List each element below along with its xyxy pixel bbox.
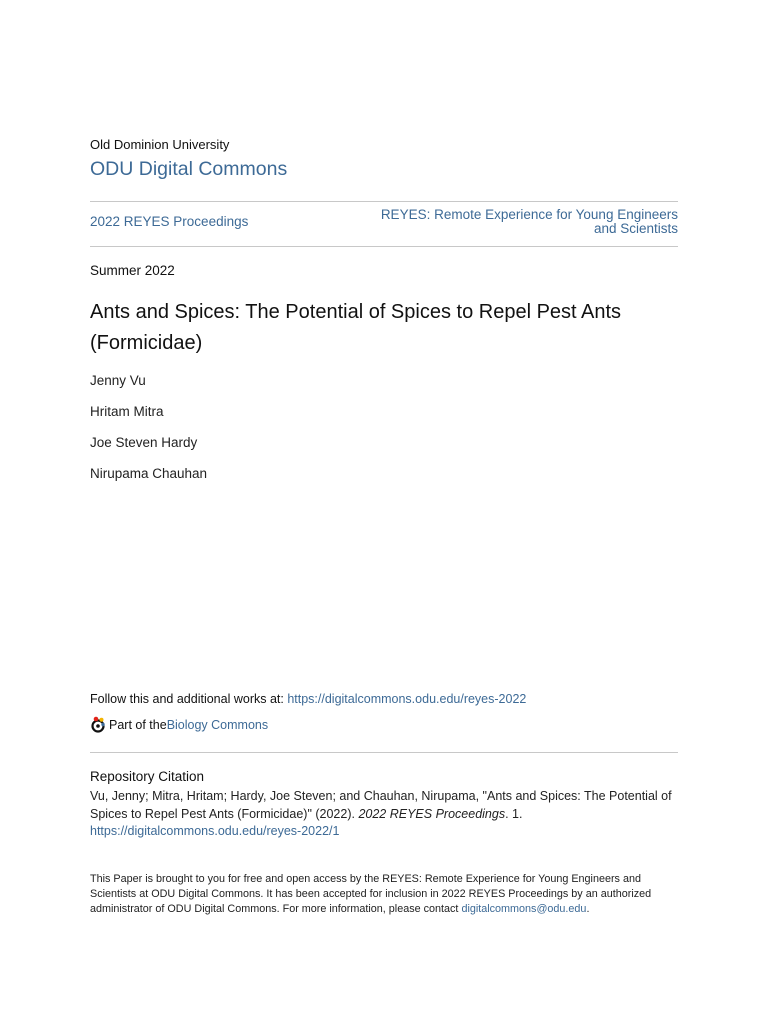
- top-divider: [90, 201, 678, 202]
- part-of-line: [90, 716, 268, 734]
- citation-url-link[interactable]: https://digitalcommons.odu.edu/reyes-2022/1: [90, 824, 340, 838]
- network-commons-icon: [90, 716, 106, 734]
- notice-end: .: [586, 903, 590, 915]
- author-name: Joe Steven Hardy: [90, 435, 198, 450]
- author-name: Hritam Mitra: [90, 404, 164, 419]
- series-divider: [90, 246, 678, 247]
- citation-suffix: . 1.: [505, 806, 523, 821]
- citation-heading: Repository Citation: [90, 769, 205, 784]
- access-notice: [90, 872, 678, 917]
- notice-text: This Paper is brought to you for free and open access by the REYES: Remote Experience for Young Engineers and Scientists at ODU Digital Commons. It has been accepted for inclusion in 2022 REYES Proceedings by an authorized administrator of ODU Digital Commons. For more information, please contact: [90, 873, 652, 915]
- contact-email-link[interactable]: digitalcommons@odu.edu: [461, 903, 587, 915]
- follow-url-link[interactable]: https://digitalcommons.odu.edu/reyes-2022: [287, 692, 527, 706]
- series-link-reyes[interactable]: REYES: Remote Experience for Young Engineers and Scientists: [380, 207, 678, 236]
- paper-title: Ants and Spices: The Potential of Spices to Repel Pest Ants (Formicidae): [90, 301, 622, 354]
- biology-commons-link[interactable]: Biology Commons: [166, 718, 269, 732]
- citation-text: [90, 788, 678, 841]
- author-name: Nirupama Chauhan: [90, 466, 208, 481]
- citation-divider: [90, 752, 678, 753]
- author-name: Jenny Vu: [90, 373, 146, 388]
- follow-line: [90, 692, 526, 706]
- institution-name: Old Dominion University: [90, 137, 230, 152]
- citation-main: Vu, Jenny; Mitra, Hritam; Hardy, Joe Steven; and Chauhan, Nirupama, "Ants and Spices: The Potential of Spices to Repel Pest Ants (Formicidae)" (2022).: [90, 789, 672, 821]
- series-link-proceedings[interactable]: 2022 REYES Proceedings: [90, 214, 249, 229]
- repository-link[interactable]: ODU Digital Commons: [90, 158, 288, 180]
- publication-date: Summer 2022: [90, 263, 175, 278]
- part-of-prefix: Part of the: [109, 718, 167, 732]
- citation-journal: 2022 REYES Proceedings: [358, 806, 506, 821]
- follow-prefix: Follow this and additional works at:: [90, 692, 288, 706]
